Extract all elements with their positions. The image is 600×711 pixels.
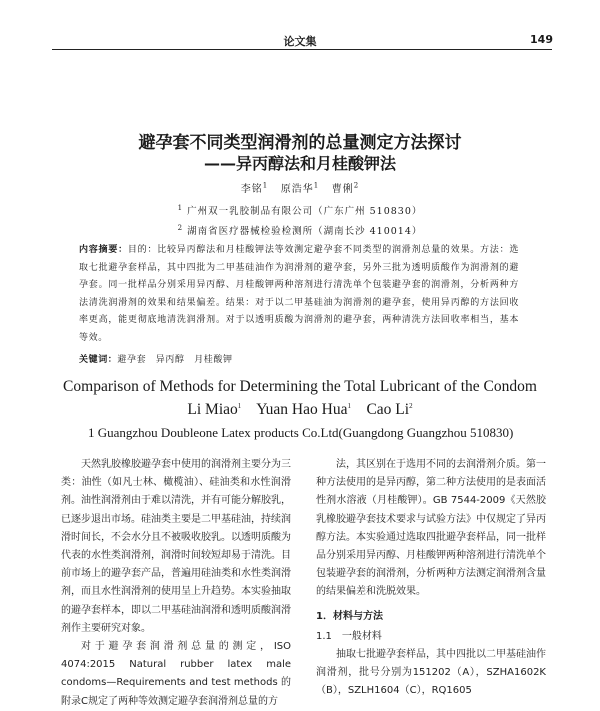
english-author-list xyxy=(0,401,600,419)
english-author: Cao Li xyxy=(366,401,410,418)
keywords-label: 关键词： xyxy=(79,355,118,365)
english-author-mark: 2 xyxy=(409,401,413,410)
abstract-label: 内容摘要： xyxy=(79,245,128,255)
english-affiliation: 1 Guangzhou Doubleone Latex products Co.Ltd(Guangdong Guangzhou 510830) xyxy=(88,425,514,440)
english-author-mark: 1 xyxy=(347,401,351,410)
english-author: Li Miao xyxy=(187,401,238,418)
author-name: 原浩华 xyxy=(280,184,314,195)
paper-subtitle: ——异丙醇法和月桂酸钾法 xyxy=(203,154,396,173)
running-header-section: 论文集 xyxy=(283,35,317,48)
body-paragraph: 对于避孕套润滑剂总量的测定，ISO 4074:2015 Natural rubber latex male condoms—Requirements and test methods 的附录C规定了两种等效测定避孕套润滑剂总量的方 xyxy=(61,641,291,707)
english-title: Comparison of Methods for Determining the Total Lubricant of the Condom xyxy=(63,378,537,395)
author-affiliation-mark: 1 xyxy=(313,181,320,190)
author-list xyxy=(0,180,600,195)
abstract-text: 目的：比较异丙醇法和月桂酸钾法等效测定避孕套不同类型的润滑剂总量的效果。方法：选取七批避孕套样品，其中四批为二甲基硅油作为润滑剂的避孕套，另外三批为透明质酸作为润滑剂的避孕套。同一批样品分别采用异丙醇、月桂酸钾两种溶剂进行清洗单个包装避孕套的润滑剂，分析两种方法清洗润滑剂的效果和结果偏差。结果：对于以二甲基硅油为润滑剂的避孕套，使用异丙醇的方法回收率更高，能更彻底地清洗润滑剂。对于以透明质酸为润滑剂的避孕套，两种清洗方法回收率相当，基本等效。 xyxy=(79,245,519,343)
author-name: 李铭 xyxy=(240,184,263,195)
body-paragraph: 天然乳胶橡胶避孕套中使用的润滑剂主要分为三类：油性（如凡士林、橄榄油）、硅油类和水性润滑剂。油性润滑剂由于难以清洗，并有可能分解胶乳，已逐步退出市场。硅油类主要是二甲基硅油，持续润滑时间长，不会水分且不被吸收胶乳。以透明质酸为代表的水性类润滑剂，润滑时间较短却易于清洗。目前市场上的避孕套产品，普遍用硅油类和水性类润滑剂，而且水性润滑剂的使用呈上升趋势。本实验抽取的避孕套样本，即以二甲基硅油润滑和透明质酸润滑剂作主要研究对象。 xyxy=(61,459,291,634)
body-paragraph: 抽取七批避孕套样品，其中四批以二甲基硅油作润滑剂，批号分别为151202（A），SZHA1602K（B），SZLH1604（C），RQ1605 xyxy=(316,649,546,697)
section-heading: 1．材料与方法 xyxy=(316,610,383,622)
affiliation-mark: 1 xyxy=(177,203,184,212)
affiliation-mark: 2 xyxy=(177,223,184,232)
abstract xyxy=(79,242,519,347)
body-column-left xyxy=(61,456,291,711)
body-paragraph: 法，其区别在于选用不同的去润滑剂介质。第一种方法使用的是异丙醇，第二种方法使用的是表面活性剂水溶液（月桂酸钾）。GB 7544-2009《天然胶乳橡胶避孕套技术要求与试验方法》中仅规定了异丙醇方法。本实验通过选取四批避孕套样品，同一批样品分别采用异丙醇、月桂酸钾两种溶剂进行清洗单个包装避孕套的润滑剂，分析两种方法测定润滑剂含量的结果偏差和洗脱效果。 xyxy=(316,459,546,598)
affiliation-1 xyxy=(0,203,600,217)
affiliation-text: 湖南省医疗器械检验检测所（湖南长沙 410014） xyxy=(187,226,423,237)
author-affiliation-mark: 2 xyxy=(353,181,360,190)
paper-title: 避孕套不同类型润滑剂的总量测定方法探讨 xyxy=(138,133,462,153)
subsection-heading: 1.1 一般材料 xyxy=(316,630,382,642)
affiliation-2 xyxy=(0,223,600,237)
english-author: Yuan Hao Hua xyxy=(256,401,348,418)
page-number: 149 xyxy=(530,33,553,46)
author-affiliation-mark: 1 xyxy=(262,181,269,190)
english-author-mark: 1 xyxy=(237,401,242,410)
keywords-text: 避孕套 异丙醇 月桂酸钾 xyxy=(117,355,233,365)
affiliation-text: 广州双一乳胶制品有限公司（广东广州 510830） xyxy=(187,206,423,217)
header-rule xyxy=(52,49,552,50)
author-name: 曹俐 xyxy=(331,184,354,195)
body-column-right xyxy=(316,456,546,701)
keywords xyxy=(79,352,519,365)
